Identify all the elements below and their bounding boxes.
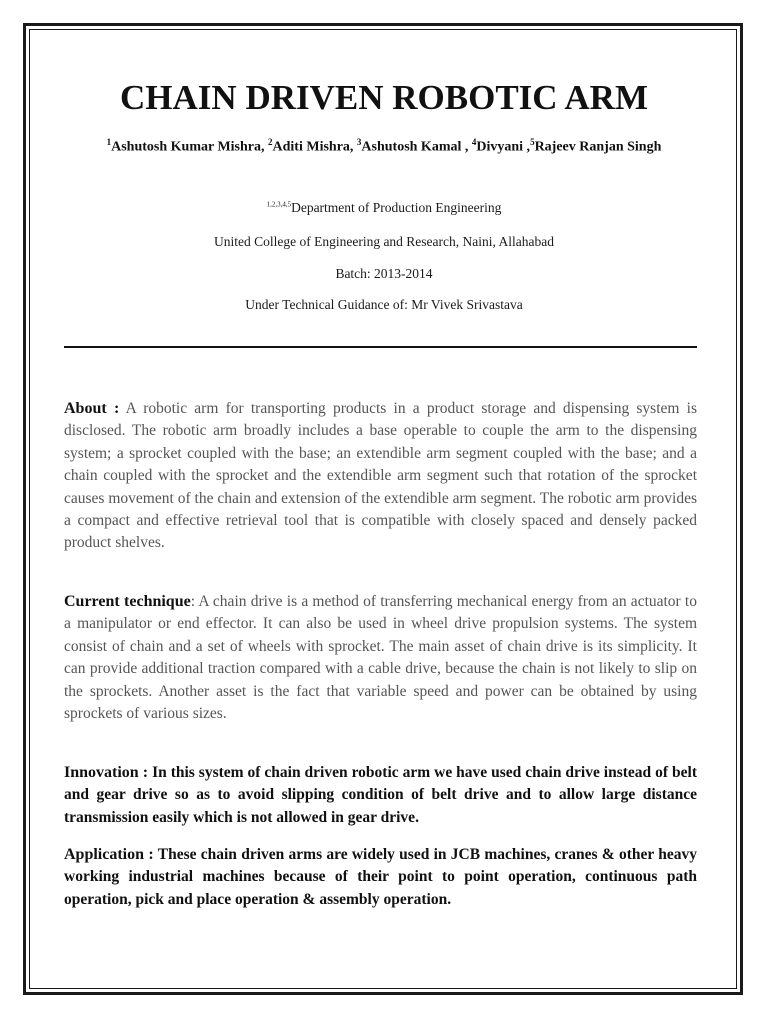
author-5-name: Rajeev Ranjan Singh — [534, 139, 662, 155]
current-technique-label: Current technique — [64, 593, 191, 610]
application-label: Application : — [64, 846, 154, 863]
about-label: About : — [64, 400, 120, 417]
innovation-paragraph — [64, 762, 697, 829]
header-divider — [64, 346, 697, 348]
current-technique-paragraph — [64, 591, 697, 725]
author-5-number: 5 — [530, 137, 535, 147]
application-paragraph — [64, 844, 697, 911]
author-3-name: Ashutosh Kamal , — [361, 139, 472, 155]
about-text: A robotic arm for transporting products in a product storage and dispensing system is disclosed. The robotic arm broadly includes a base operable to couple the arm to the dispensing system; a sprocket coupled with the base; an extendible arm segment coupled with the base; and a chain coupled with the sprocket and the extendible arm segment such that rotation of the sprocket causes movement of the chain and extension of the extendible arm segment. The robotic arm provides a compact and effective retrieval tool that is compatible with closely spaced and densely packed product shelves. — [64, 400, 697, 552]
about-paragraph — [64, 398, 697, 555]
author-1-name: Ashutosh Kumar Mishra, — [111, 139, 269, 155]
application-text: These chain driven arms are widely used in JCB machines, cranes & other heavy working industrial machines because of their point to point operation, continuous path operation, pick and place operation & assembly operation. — [64, 846, 698, 908]
current-technique-text: : A chain drive is a method of transferring mechanical energy from an actuator to a manipulator or end effector. It can also be used in wheel drive propulsion systems. The system consist of chain and a set of wheels with sprocket. The main asset of chain drive is its simplicity. It can provide additional traction compared with a cable drive, because the chain is not likely to slip on the sprockets. Another asset is the fact that variable speed and power can be obtained by using sprockets of various sizes. — [64, 593, 697, 723]
affiliation-numbers: 1,2,3,4,5 — [266, 200, 292, 209]
author-3-number: 3 — [356, 137, 362, 147]
college-line: United College of Engineering and Research, Naini, Allahabad — [213, 234, 555, 249]
author-1-number: 1 — [106, 137, 112, 147]
author-4-number: 4 — [471, 137, 477, 147]
author-2-number: 2 — [268, 137, 273, 147]
author-4-name: Divyani , — [476, 139, 531, 155]
author-list — [0, 137, 768, 156]
guidance-line: Under Technical Guidance of: Mr Vivek Srivastava — [245, 297, 523, 312]
batch-line: Batch: 2013-2014 — [335, 266, 433, 281]
innovation-label: Innovation : — [64, 764, 149, 781]
author-2-name: Aditi Mishra, — [272, 139, 357, 155]
document-title: CHAIN DRIVEN ROBOTIC ARM — [120, 78, 648, 117]
innovation-text: In this system of chain driven robotic arm we have used chain drive instead of belt and gear drive so as to avoid slipping condition of belt drive and to allow large distance transmission easily which is not allowed in gear drive. — [64, 764, 697, 826]
department-name: Department of Production Engineering — [291, 200, 502, 215]
department-line — [0, 200, 768, 216]
